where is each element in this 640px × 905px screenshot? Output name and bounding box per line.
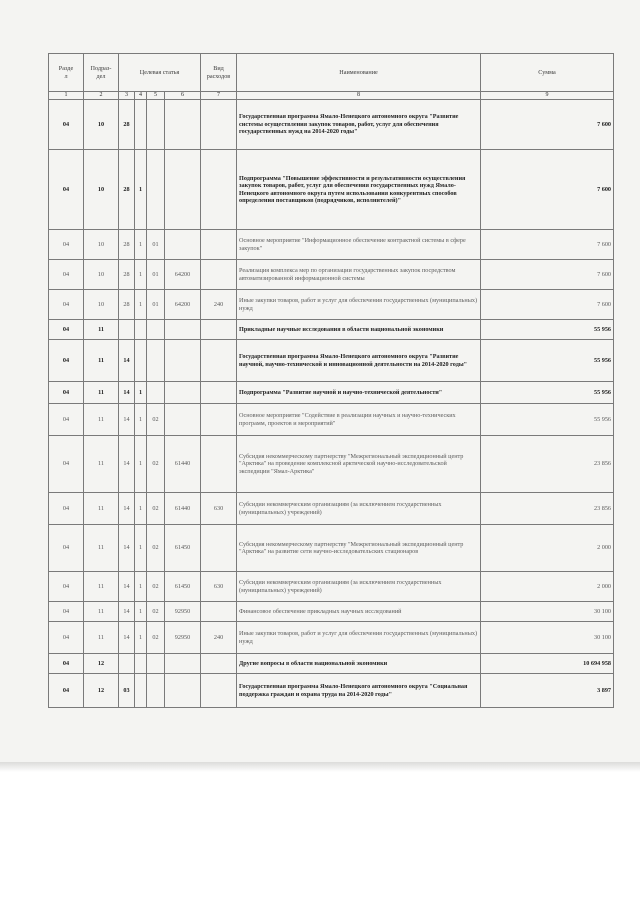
cell-direction: [165, 382, 201, 404]
cell-podrazdel: 12: [84, 674, 119, 708]
cell-vid-rashodov: [201, 230, 237, 260]
cell-summa: 7 600: [481, 230, 614, 260]
cell-summa: 7 600: [481, 260, 614, 290]
table-row: [49, 525, 614, 572]
cell-summa: 55 956: [481, 340, 614, 382]
cell-razdel: 04: [49, 674, 84, 708]
cell-subprogram: 1: [135, 382, 147, 404]
cell-vid-rashodov: [201, 436, 237, 493]
cell-subprogram: [135, 320, 147, 340]
column-number: 1: [49, 92, 84, 100]
cell-event: 02: [147, 404, 165, 436]
cell-podrazdel: 10: [84, 100, 119, 150]
cell-naimenovanie: Иные закупки товаров, работ и услуг для обеспечения государственных (муниципальных) нужд: [237, 290, 481, 320]
cell-program: 14: [119, 404, 135, 436]
cell-subprogram: 1: [135, 404, 147, 436]
cell-podrazdel: 10: [84, 260, 119, 290]
cell-subprogram: 1: [135, 290, 147, 320]
page-shadow: [0, 762, 640, 772]
cell-summa: 2 000: [481, 525, 614, 572]
cell-naimenovanie: Государственная программа Ямало-Ненецкого автономного округа "Развитие системы осуществления закупок товаров, работ, услуг для обеспечения государственных нужд на 2014-2020 годы": [237, 100, 481, 150]
cell-vid-rashodov: [201, 100, 237, 150]
cell-program: [119, 320, 135, 340]
cell-razdel: 04: [49, 602, 84, 622]
header-vid-rashodov: Вид расходов: [201, 54, 237, 92]
cell-vid-rashodov: 630: [201, 493, 237, 525]
cell-podrazdel: 11: [84, 622, 119, 654]
cell-naimenovanie: Другие вопросы в области национальной экономики: [237, 654, 481, 674]
cell-razdel: 04: [49, 150, 84, 230]
cell-naimenovanie: Субсидии некоммерческим организациям (за исключением государственных (муниципальных) учреждений): [237, 572, 481, 602]
cell-vid-rashodov: [201, 525, 237, 572]
cell-direction: 61450: [165, 572, 201, 602]
cell-direction: [165, 230, 201, 260]
cell-event: 02: [147, 436, 165, 493]
cell-podrazdel: 10: [84, 230, 119, 260]
cell-program: 14: [119, 572, 135, 602]
cell-razdel: 04: [49, 436, 84, 493]
cell-summa: 30 100: [481, 602, 614, 622]
table-row: [49, 654, 614, 674]
cell-event: [147, 340, 165, 382]
cell-naimenovanie: Подпрограмма "Развитие научной и научно-технической деятельности": [237, 382, 481, 404]
column-number: 3: [119, 92, 135, 100]
cell-event: [147, 654, 165, 674]
cell-subprogram: [135, 654, 147, 674]
cell-event: [147, 150, 165, 230]
cell-event: 02: [147, 525, 165, 572]
cell-program: 28: [119, 100, 135, 150]
cell-event: [147, 674, 165, 708]
cell-naimenovanie: Финансовое обеспечение прикладных научных исследований: [237, 602, 481, 622]
cell-event: 02: [147, 572, 165, 602]
cell-subprogram: 1: [135, 622, 147, 654]
cell-razdel: 04: [49, 230, 84, 260]
cell-podrazdel: 11: [84, 525, 119, 572]
cell-direction: 92950: [165, 622, 201, 654]
table-row: [49, 674, 614, 708]
cell-naimenovanie: Субсидии некоммерческим организациям (за исключением государственных (муниципальных) учреждений): [237, 493, 481, 525]
table-row: [49, 622, 614, 654]
cell-razdel: 04: [49, 320, 84, 340]
column-number: 4: [135, 92, 147, 100]
cell-razdel: 04: [49, 404, 84, 436]
cell-naimenovanie: Иные закупки товаров, работ и услуг для обеспечения государственных (муниципальных) нужд: [237, 622, 481, 654]
cell-subprogram: 1: [135, 602, 147, 622]
cell-program: 28: [119, 260, 135, 290]
cell-direction: 61450: [165, 525, 201, 572]
cell-razdel: 04: [49, 572, 84, 602]
column-number: 2: [84, 92, 119, 100]
cell-podrazdel: 10: [84, 150, 119, 230]
cell-event: 01: [147, 230, 165, 260]
cell-program: 28: [119, 290, 135, 320]
table-header-row: [49, 54, 614, 92]
cell-summa: 2 000: [481, 572, 614, 602]
cell-event: [147, 100, 165, 150]
cell-naimenovanie: Прикладные научные исследования в области национальной экономики: [237, 320, 481, 340]
cell-podrazdel: 11: [84, 320, 119, 340]
cell-subprogram: 1: [135, 260, 147, 290]
table-body: [49, 100, 614, 708]
column-number: 6: [165, 92, 201, 100]
cell-naimenovanie: Государственная программа Ямало-Ненецкого автономного округа "Развитие научной, научно-технической и инновационной деятельности на 2014-2020 годы": [237, 340, 481, 382]
cell-summa: 23 856: [481, 493, 614, 525]
cell-vid-rashodov: [201, 150, 237, 230]
cell-subprogram: 1: [135, 572, 147, 602]
cell-program: 14: [119, 493, 135, 525]
cell-direction: [165, 320, 201, 340]
cell-razdel: 04: [49, 290, 84, 320]
cell-summa: 3 897: [481, 674, 614, 708]
cell-subprogram: 1: [135, 493, 147, 525]
cell-vid-rashodov: [201, 674, 237, 708]
cell-razdel: 04: [49, 340, 84, 382]
table-row: [49, 340, 614, 382]
column-number: 9: [481, 92, 614, 100]
table-row: [49, 260, 614, 290]
cell-razdel: 04: [49, 525, 84, 572]
cell-subprogram: [135, 340, 147, 382]
cell-podrazdel: 11: [84, 602, 119, 622]
cell-vid-rashodov: [201, 602, 237, 622]
column-number-row: [49, 92, 614, 100]
cell-podrazdel: 12: [84, 654, 119, 674]
cell-direction: 61440: [165, 436, 201, 493]
cell-summa: 30 100: [481, 622, 614, 654]
cell-event: 01: [147, 260, 165, 290]
table-row: [49, 100, 614, 150]
column-number: 8: [237, 92, 481, 100]
cell-event: [147, 382, 165, 404]
cell-direction: [165, 100, 201, 150]
cell-summa: 7 600: [481, 150, 614, 230]
cell-direction: [165, 150, 201, 230]
cell-podrazdel: 11: [84, 340, 119, 382]
table-row: [49, 290, 614, 320]
table-row: [49, 230, 614, 260]
cell-direction: 64200: [165, 260, 201, 290]
cell-program: 14: [119, 622, 135, 654]
column-number: 5: [147, 92, 165, 100]
cell-naimenovanie: Основное мероприятие "Информационное обеспечение контрактной системы в сфере закупок": [237, 230, 481, 260]
cell-direction: 61440: [165, 493, 201, 525]
table-row: [49, 493, 614, 525]
cell-program: 03: [119, 674, 135, 708]
cell-program: 14: [119, 602, 135, 622]
cell-vid-rashodov: 630: [201, 572, 237, 602]
cell-podrazdel: 11: [84, 404, 119, 436]
table-row: [49, 150, 614, 230]
table-row: [49, 572, 614, 602]
cell-summa: 55 956: [481, 382, 614, 404]
cell-subprogram: 1: [135, 230, 147, 260]
cell-event: 02: [147, 602, 165, 622]
column-number: 7: [201, 92, 237, 100]
cell-podrazdel: 11: [84, 493, 119, 525]
cell-direction: [165, 674, 201, 708]
cell-podrazdel: 10: [84, 290, 119, 320]
cell-vid-rashodov: [201, 382, 237, 404]
cell-event: 02: [147, 493, 165, 525]
cell-razdel: 04: [49, 100, 84, 150]
cell-vid-rashodov: [201, 654, 237, 674]
table-row: [49, 382, 614, 404]
cell-subprogram: 1: [135, 436, 147, 493]
cell-subprogram: 1: [135, 525, 147, 572]
cell-subprogram: 1: [135, 150, 147, 230]
cell-program: 14: [119, 382, 135, 404]
cell-program: 28: [119, 150, 135, 230]
cell-subprogram: [135, 100, 147, 150]
header-podrazdel: Подраз- дел: [84, 54, 119, 92]
cell-vid-rashodov: 240: [201, 290, 237, 320]
cell-razdel: 04: [49, 654, 84, 674]
cell-summa: 23 856: [481, 436, 614, 493]
cell-summa: 7 600: [481, 100, 614, 150]
cell-razdel: 04: [49, 622, 84, 654]
cell-event: [147, 320, 165, 340]
cell-program: 14: [119, 525, 135, 572]
cell-naimenovanie: Подпрограмма "Повышение эффективности и результативности осуществления закупок товаров, работ, услуг для обеспечения государственных нужд Ямало-Ненецкого автономного округа путем использования конкурентных способов определения поставщиков (подрядчиков, исполнителей)": [237, 150, 481, 230]
cell-naimenovanie: Государственная программа Ямало-Ненецкого автономного округа "Социальная поддержка граждан и охрана труда на 2014-2020 годы": [237, 674, 481, 708]
header-razdel: Разде л: [49, 54, 84, 92]
table-row: [49, 320, 614, 340]
cell-program: 14: [119, 436, 135, 493]
cell-naimenovanie: Субсидия некоммерческому партнерству "Межрегиональный экспедиционный центр "Арктика" на развитие сети научно-исследовательских стационаров: [237, 525, 481, 572]
cell-program: [119, 654, 135, 674]
cell-program: 14: [119, 340, 135, 382]
cell-podrazdel: 11: [84, 382, 119, 404]
cell-direction: [165, 340, 201, 382]
cell-direction: [165, 404, 201, 436]
cell-naimenovanie: Основное мероприятие "Содействие в реализации научных и научно-технических программ, проектов и мероприятий": [237, 404, 481, 436]
cell-event: 01: [147, 290, 165, 320]
cell-vid-rashodov: [201, 320, 237, 340]
cell-razdel: 04: [49, 260, 84, 290]
cell-direction: 92950: [165, 602, 201, 622]
cell-podrazdel: 11: [84, 572, 119, 602]
header-naimenovanie: Наименование: [237, 54, 481, 92]
cell-summa: 55 956: [481, 404, 614, 436]
cell-vid-rashodov: [201, 260, 237, 290]
header-celevaya-statya: Целевая статья: [119, 54, 201, 92]
cell-podrazdel: 11: [84, 436, 119, 493]
budget-table: [48, 53, 614, 708]
cell-summa: 10 694 958: [481, 654, 614, 674]
table-row: [49, 602, 614, 622]
cell-razdel: 04: [49, 382, 84, 404]
cell-direction: 64200: [165, 290, 201, 320]
cell-direction: [165, 654, 201, 674]
cell-program: 28: [119, 230, 135, 260]
table-row: [49, 404, 614, 436]
cell-summa: 55 956: [481, 320, 614, 340]
cell-vid-rashodov: 240: [201, 622, 237, 654]
cell-subprogram: [135, 674, 147, 708]
cell-summa: 7 600: [481, 290, 614, 320]
table-row: [49, 436, 614, 493]
cell-event: 02: [147, 622, 165, 654]
cell-naimenovanie: Реализация комплекса мер по организации государственных закупок посредством автоматизированной информационной системы: [237, 260, 481, 290]
cell-razdel: 04: [49, 493, 84, 525]
header-summa: Сумма: [481, 54, 614, 92]
cell-naimenovanie: Субсидия некоммерческому партнерству "Межрегиональный экспедиционный центр "Арктика" на проведение комплексной арктической научно-исследовательской экспедиции "Ямал-Арктика": [237, 436, 481, 493]
cell-vid-rashodov: [201, 340, 237, 382]
cell-vid-rashodov: [201, 404, 237, 436]
